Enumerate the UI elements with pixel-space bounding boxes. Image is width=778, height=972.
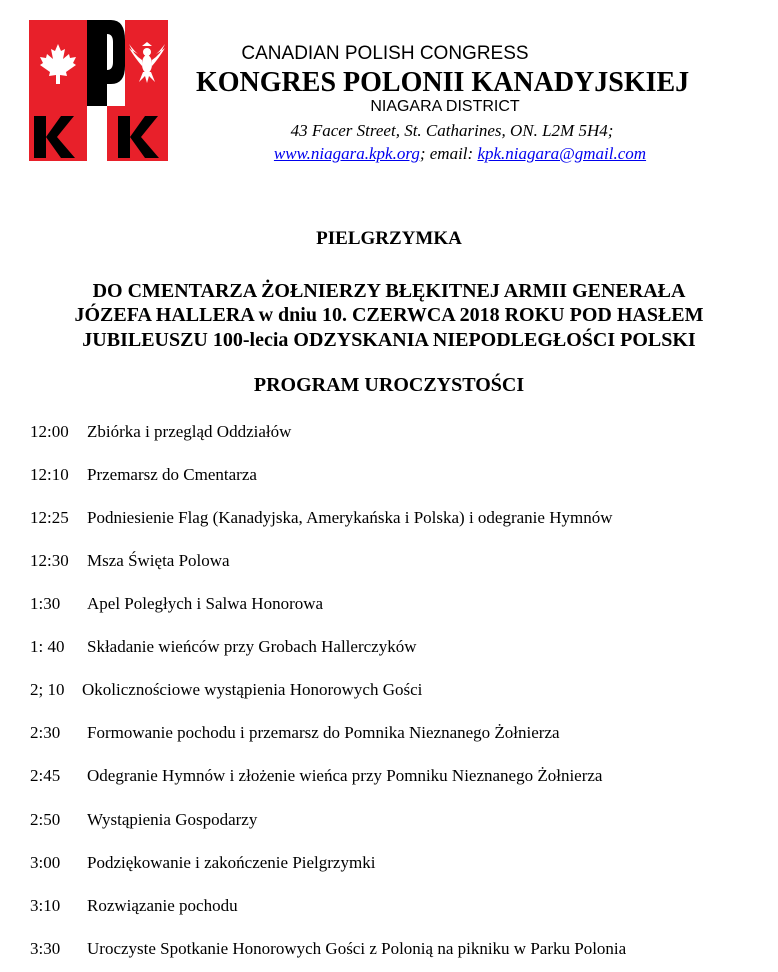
program-event: Apel Poległych i Salwa Honorowa bbox=[87, 594, 324, 613]
program-time: 3:00 bbox=[30, 853, 61, 872]
program-time: 1:30 bbox=[30, 594, 61, 613]
program-time: 12:10 bbox=[30, 465, 69, 484]
program-time: 2; 10 bbox=[30, 680, 65, 699]
program-event: Przemarsz do Cmentarza bbox=[87, 465, 257, 484]
program-event: Wystąpienia Gospodarzy bbox=[87, 810, 258, 829]
district-name: NIAGARA DISTRICT bbox=[370, 98, 520, 115]
program-heading: PROGRAM UROCZYSTOŚCI bbox=[253, 374, 525, 396]
kpk-logo bbox=[29, 20, 168, 161]
program-event: Msza Święta Polowa bbox=[87, 551, 230, 570]
title-line-3: JUBILEUSZU 100-lecia ODZYSKANIA NIEPODLEGŁOŚCI POLSKI bbox=[82, 329, 696, 351]
program-event: Składanie wieńców przy Grobach Hallerczyków bbox=[87, 637, 417, 656]
title-line-1: DO CMENTARZA ŻOŁNIERZY BŁĘKITNEJ ARMII GENERAŁA bbox=[92, 280, 686, 302]
email-label: ; email: bbox=[419, 144, 478, 163]
contact-line bbox=[250, 144, 670, 164]
logo-letter-p-white bbox=[87, 106, 107, 161]
website-link[interactable]: www.niagara.kpk.org bbox=[273, 144, 420, 163]
program-event: Uroczyste Spotkanie Honorowych Gości z Polonią na pikniku w Parku Polonia bbox=[87, 939, 627, 958]
program-event: Rozwiązanie pochodu bbox=[87, 896, 238, 915]
program-time: 2:50 bbox=[30, 810, 61, 829]
org-name-english: CANADIAN POLISH CONGRESS bbox=[241, 43, 529, 64]
program-event: Odegranie Hymnów i złożenie wieńca przy Pomniku Nieznanego Żołnierza bbox=[87, 766, 603, 785]
program-event: Podziękowanie i zakończenie Pielgrzymki bbox=[87, 853, 376, 872]
program-time: 12:00 bbox=[30, 422, 69, 441]
program-time: 2:30 bbox=[30, 723, 61, 742]
program-event: Zbiórka i przegląd Oddziałów bbox=[87, 422, 292, 441]
program-event: Okolicznościowe wystąpienia Honorowych Gości bbox=[82, 680, 423, 699]
org-name-polish: KONGRES POLONII KANADYJSKIEJ bbox=[196, 67, 690, 98]
program-time: 12:30 bbox=[30, 551, 69, 570]
program-event: Formowanie pochodu i przemarsz do Pomnika Nieznanego Żołnierza bbox=[87, 723, 560, 742]
program-event: Podniesienie Flag (Kanadyjska, Amerykańska i Polska) i odegranie Hymnów bbox=[87, 508, 613, 527]
program-time: 3:30 bbox=[30, 939, 61, 958]
document-heading: PIELGRZYMKA bbox=[316, 228, 462, 249]
email-link[interactable]: kpk.niagara@gmail.com bbox=[477, 144, 647, 163]
program-time: 3:10 bbox=[30, 896, 61, 915]
title-line-2: JÓZEFA HALLERA w dniu 10. CZERWCA 2018 ROKU POD HASŁEM bbox=[74, 304, 704, 326]
program-time: 12:25 bbox=[30, 508, 69, 527]
address: 43 Facer Street, St. Catharines, ON. L2M 5H4; bbox=[290, 121, 614, 140]
program-time: 1: 40 bbox=[30, 637, 65, 656]
program-time: 2:45 bbox=[30, 766, 61, 785]
